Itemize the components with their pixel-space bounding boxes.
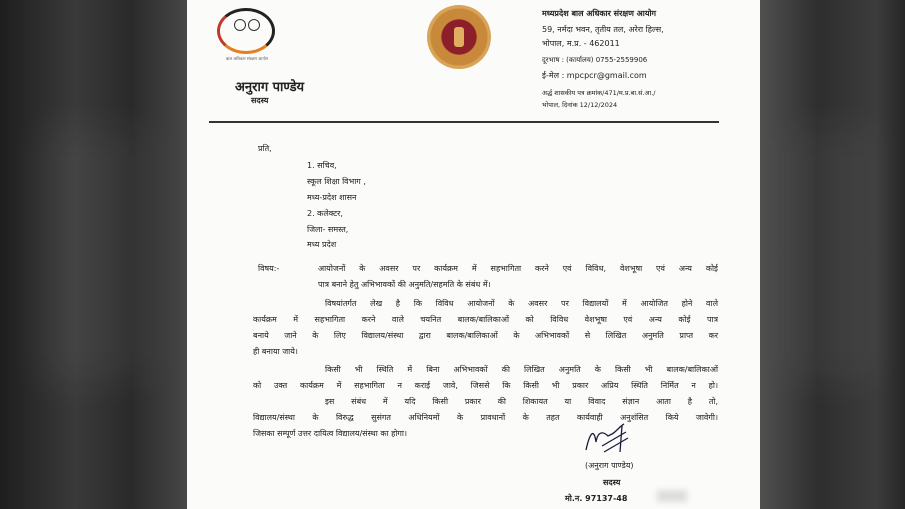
signature xyxy=(582,422,632,456)
body-line: किसी भी स्थिति में बिना अभिभावकों की लिखित अनुमति के किसी भी बालक/बालिकाओं xyxy=(325,365,718,374)
subject-label: विषय:- xyxy=(258,264,280,273)
blurred-background-right xyxy=(760,0,905,509)
letter-date: भोपाल, दिनांक 12/12/2024 xyxy=(542,101,618,109)
body-line: जिसका सम्पूर्ण उत्तर दायित्व विद्यालय/संस्था का होगा। xyxy=(253,429,408,438)
body-line: को उक्त कार्यक्रम में सहभागिता न कराई जावे, जिससे कि किसी भी प्रकार अप्रिय स्थिति निर्मित न हो। xyxy=(253,381,718,390)
commission-logo xyxy=(217,8,275,54)
redacted-number xyxy=(657,490,687,502)
prati-label: प्रति, xyxy=(258,144,272,153)
email: ई-मेल : mpcpcr@gmail.com xyxy=(542,71,647,80)
address-line-1: 59, नर्मदा भवन, तृतीय तल, अरेरा हिल्स, xyxy=(542,25,664,34)
recipient-line: मध्य-प्रदेश शासन xyxy=(307,193,357,202)
mp-government-seal xyxy=(427,5,491,69)
phone: दूरभाष : (कार्यालय) 0755-2559906 xyxy=(542,56,648,64)
signatory-title: सदस्य xyxy=(603,478,621,487)
organization-name: मध्यप्रदेश बाल अधिकार संरक्षण आयोग xyxy=(542,9,657,18)
recipient-line: 2. कलेक्टर, xyxy=(307,209,343,218)
body-line: ही बनाया जाये। xyxy=(253,347,298,356)
recipient-line: स्कूल शिक्षा विभाग , xyxy=(307,177,366,186)
body-line: विद्यालय/संस्था के विरुद्ध सुसंगत अधिनियमों के प्रावधानों के तहत कार्यवाही अनुशंसित किये जावेगी। xyxy=(253,413,718,422)
member-title: सदस्य xyxy=(251,96,269,105)
subject-line: आयोजनों के अवसर पर कार्यक्रम में सहभागिता करने एवं विविध, वेशभूषा एवं अन्य कोई xyxy=(318,264,718,273)
subject-line: पात्र बनाने हेतु अभिभावकों की अनुमति/सहमति के संबंध में। xyxy=(318,280,491,289)
member-name: अनुराग पाण्डेय xyxy=(235,80,305,95)
letter-document xyxy=(187,0,760,509)
blurred-background-left xyxy=(0,0,187,509)
body-line: कार्यक्रम में सहभागिता करने वाले चयनित बालक/बालिकाओं को विविध वेशभूषा एवं अन्य कोई पात्र xyxy=(253,315,718,324)
body-line: विषयांतर्गत लेख है कि विविध आयोजनों के अवसर पर विद्यालयों में आयोजित होने वाले xyxy=(325,299,718,308)
body-line: बनाये जाने के लिए विद्यालय/संस्था द्वारा बालक/बालिकाओं के अभिभावकों से लिखित अनुमति प्राप्त कर xyxy=(253,331,718,340)
address-line-2: भोपाल, म.प्र. - 462011 xyxy=(542,39,620,48)
body-line: इस संबंध में यदि किसी प्रकार की शिकायत या विवाद संज्ञान आता है तो, xyxy=(325,397,718,406)
recipient-line: 1. सचिव, xyxy=(307,161,337,170)
signatory-mobile: मो.न. 97137-48 xyxy=(565,494,628,503)
recipient-line: जिला- समस्त, xyxy=(307,225,349,234)
recipient-line: मध्य प्रदेश xyxy=(307,240,337,249)
signatory-name: (अनुराग पाण्डेय) xyxy=(585,461,634,470)
logo-caption: बाल अधिकार संरक्षण आयोग xyxy=(226,56,268,61)
letter-number: अर्द्ध शासकीय पत्र क्रमांक/471/म.प्र.बा.सं.आ./ xyxy=(542,89,656,97)
header-divider xyxy=(209,121,719,123)
